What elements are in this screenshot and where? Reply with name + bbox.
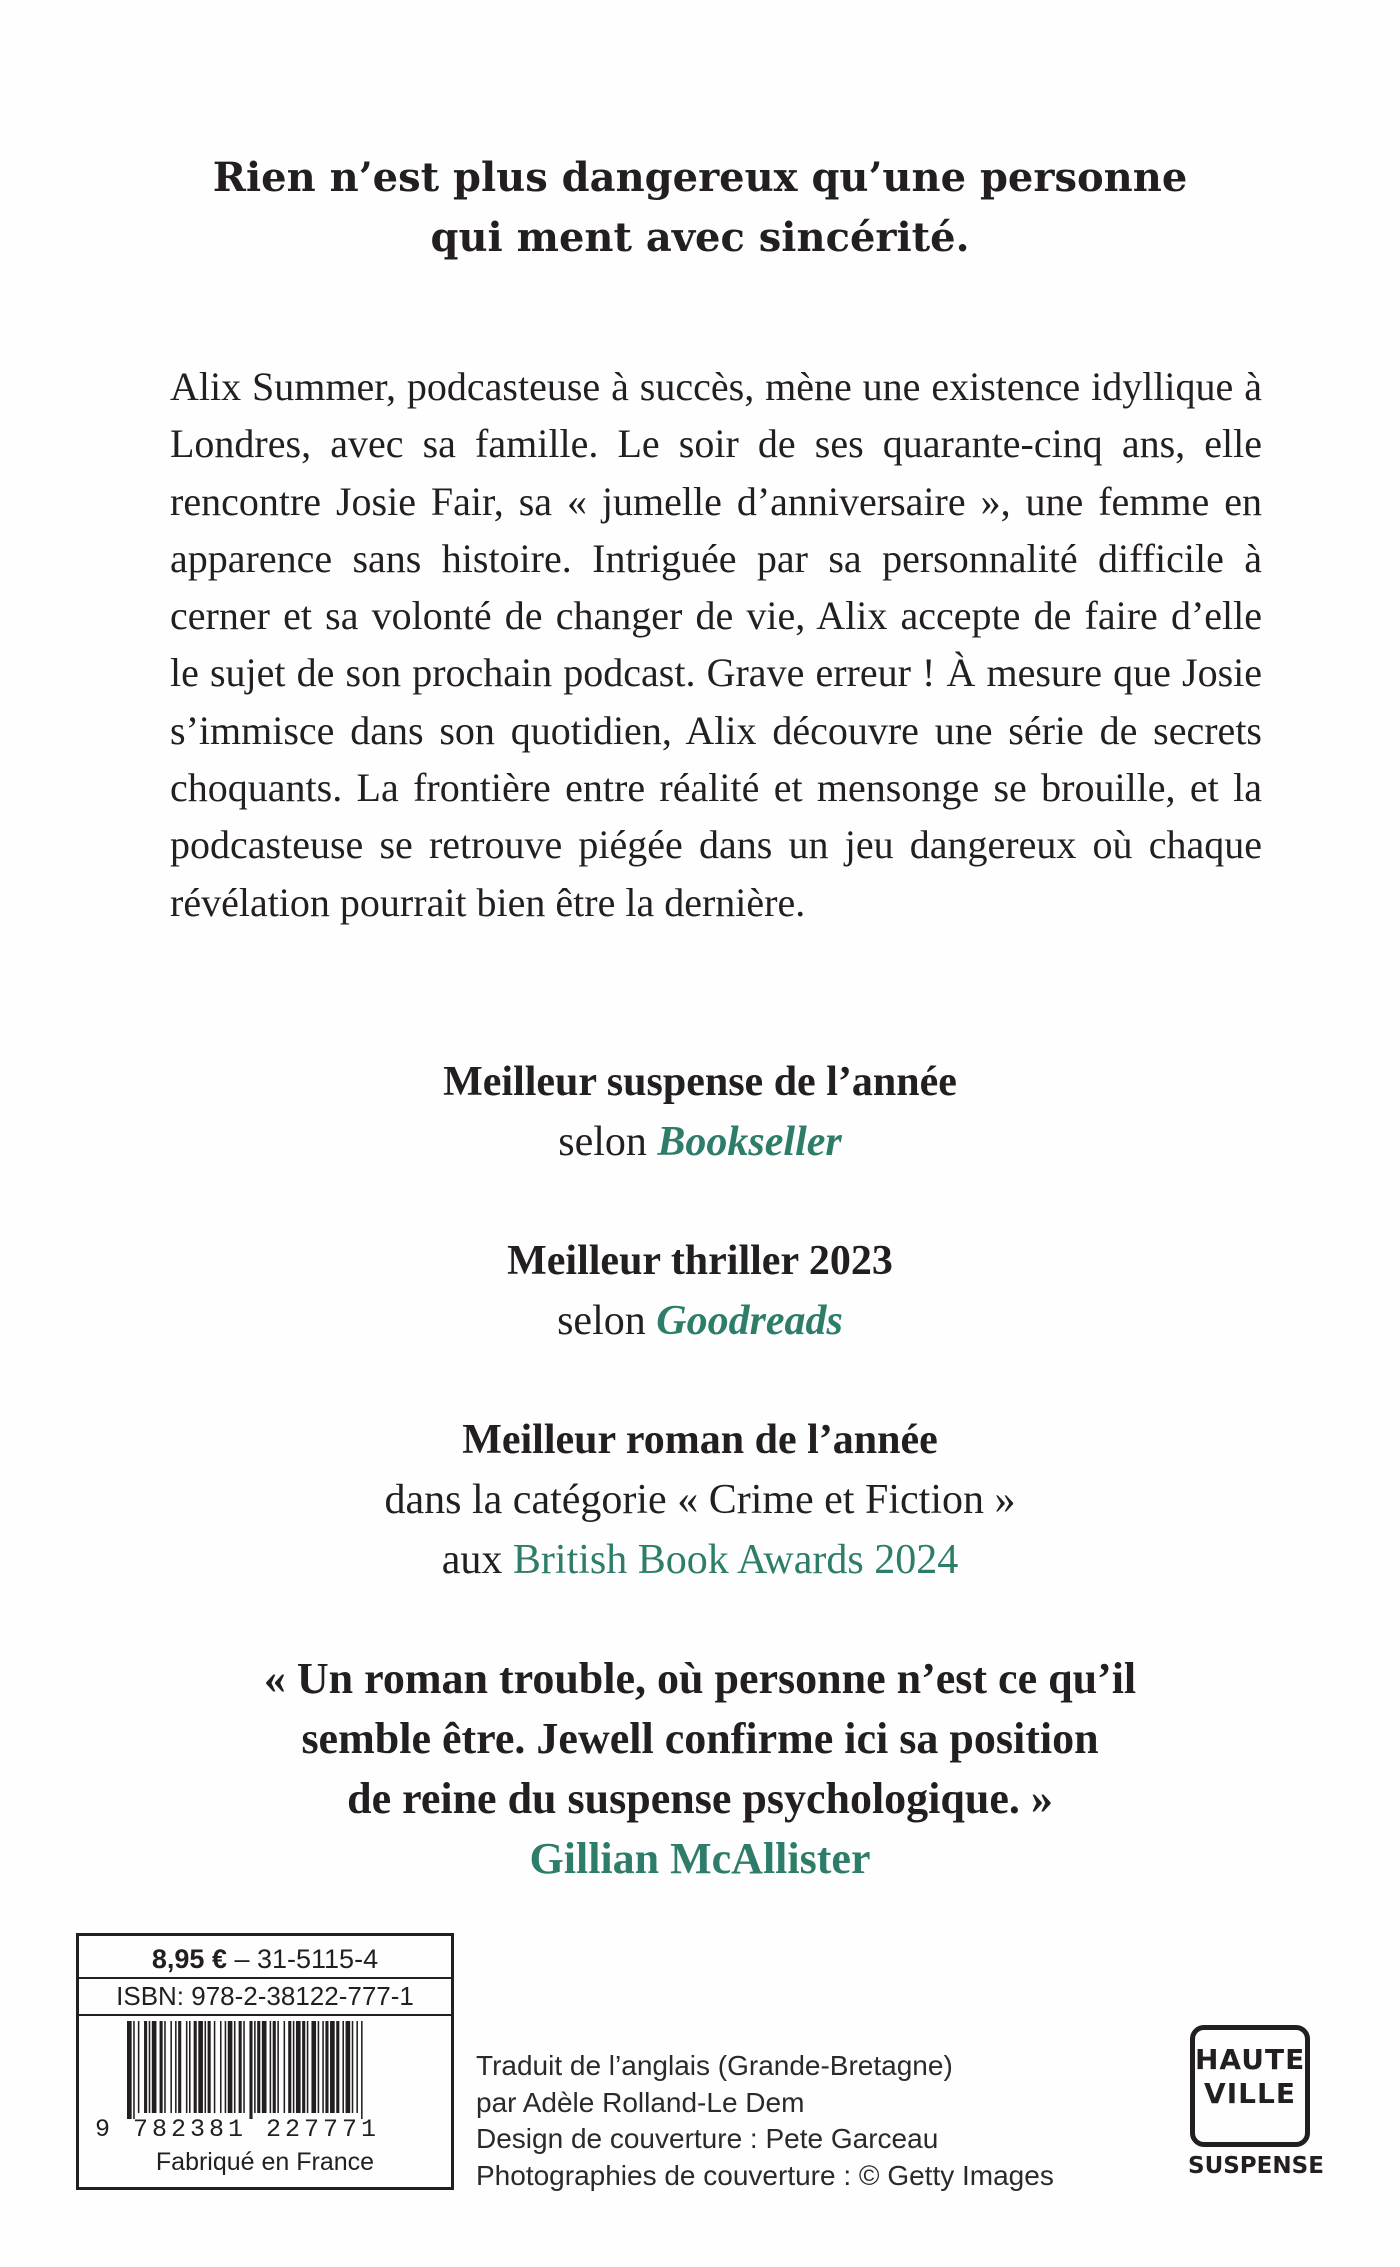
price-barcode-box (76, 1933, 454, 2190)
award-bookseller (0, 1052, 1400, 1172)
quote-line-1: « Un roman trouble, où personne n’est ce qu’il (263, 1654, 1137, 1703)
credit-translation: Traduit de l’anglais (Grande-Bretagne) (476, 2050, 953, 2081)
quote-line-2: semble être. Jewell confirme ici sa position (301, 1714, 1099, 1763)
credits (476, 2048, 1116, 2194)
quote-author: Gillian McAllister (529, 1834, 871, 1883)
award-title: Meilleur thriller 2023 (507, 1238, 893, 1284)
tagline (0, 148, 1400, 268)
logo-subtitle: SUSPENSE (1188, 2153, 1324, 2179)
award-prefix: selon (558, 1119, 647, 1165)
price-line (79, 1942, 451, 1976)
tagline-line-2: qui ment avec sincérité. (430, 214, 970, 261)
isbn: ISBN: 978-2-38122-777-1 (116, 1981, 414, 2011)
publisher-logo (1188, 2025, 1324, 2185)
tagline-line-1: Rien n’est plus dangereux qu’une personne (212, 154, 1188, 201)
quote-line-3: de reine du suspense psychologique. » (347, 1774, 1053, 1823)
credit-cover-photos: Photographies de couverture : © Getty Images (476, 2159, 1054, 2191)
award-source: Goodreads (656, 1298, 843, 1344)
divider (79, 2014, 451, 2016)
logo-line-1: HAUTE (1195, 2043, 1306, 2076)
review-quote (0, 1649, 1400, 1889)
award-title: Meilleur roman de l’année (462, 1417, 938, 1463)
blurb-paragraph: Alix Summer, podcasteuse à succès, mène une existence idyllique à Londres, avec sa famille. Le soir de ses quarante-cinq ans, elle rencontre Josie Fair, sa « jumelle d’anniversaire », une femme en apparence sans histoire. Intriguée par sa personnalité difficile à cerner et sa volonté de changer de vie, Alix accepte de faire d’elle le sujet de son prochain podcast. Grave erreur ! À mesure que Josie s’immisce dans son quotidien, Alix découvre une série de secrets choquants. La frontière entre réalité et mensonge se brouille, et la podcasteuse se retrouve piégée dans un jeu dangereux où chaque révélation pourrait bien être la dernière. (170, 364, 1262, 925)
divider (79, 1977, 451, 1979)
award-category: dans la catégorie « Crime et Fiction » (384, 1477, 1016, 1523)
award-goodreads (0, 1231, 1400, 1351)
product-code: – 31-5115-4 (226, 1944, 379, 1974)
credit-translator: par Adèle Rolland-Le Dem (476, 2086, 805, 2118)
barcode-digits: 9 782381 227771 (95, 2115, 381, 2144)
award-source: Bookseller (657, 1119, 842, 1165)
award-source: British Book Awards 2024 (512, 1537, 959, 1583)
award-title: Meilleur suspense de l’année (443, 1059, 957, 1105)
made-in: Fabriqué en France (155, 2148, 375, 2176)
barcode-icon (127, 2021, 443, 2119)
award-prefix: aux (441, 1537, 503, 1583)
award-british-book-awards (0, 1410, 1400, 1590)
credit-cover-design: Design de couverture : Pete Garceau (476, 2123, 939, 2154)
logo-line-2: VILLE (1204, 2077, 1296, 2110)
price: 8,95 € (151, 1944, 227, 1974)
award-prefix: selon (557, 1298, 646, 1344)
logo-badge (1190, 2025, 1310, 2147)
